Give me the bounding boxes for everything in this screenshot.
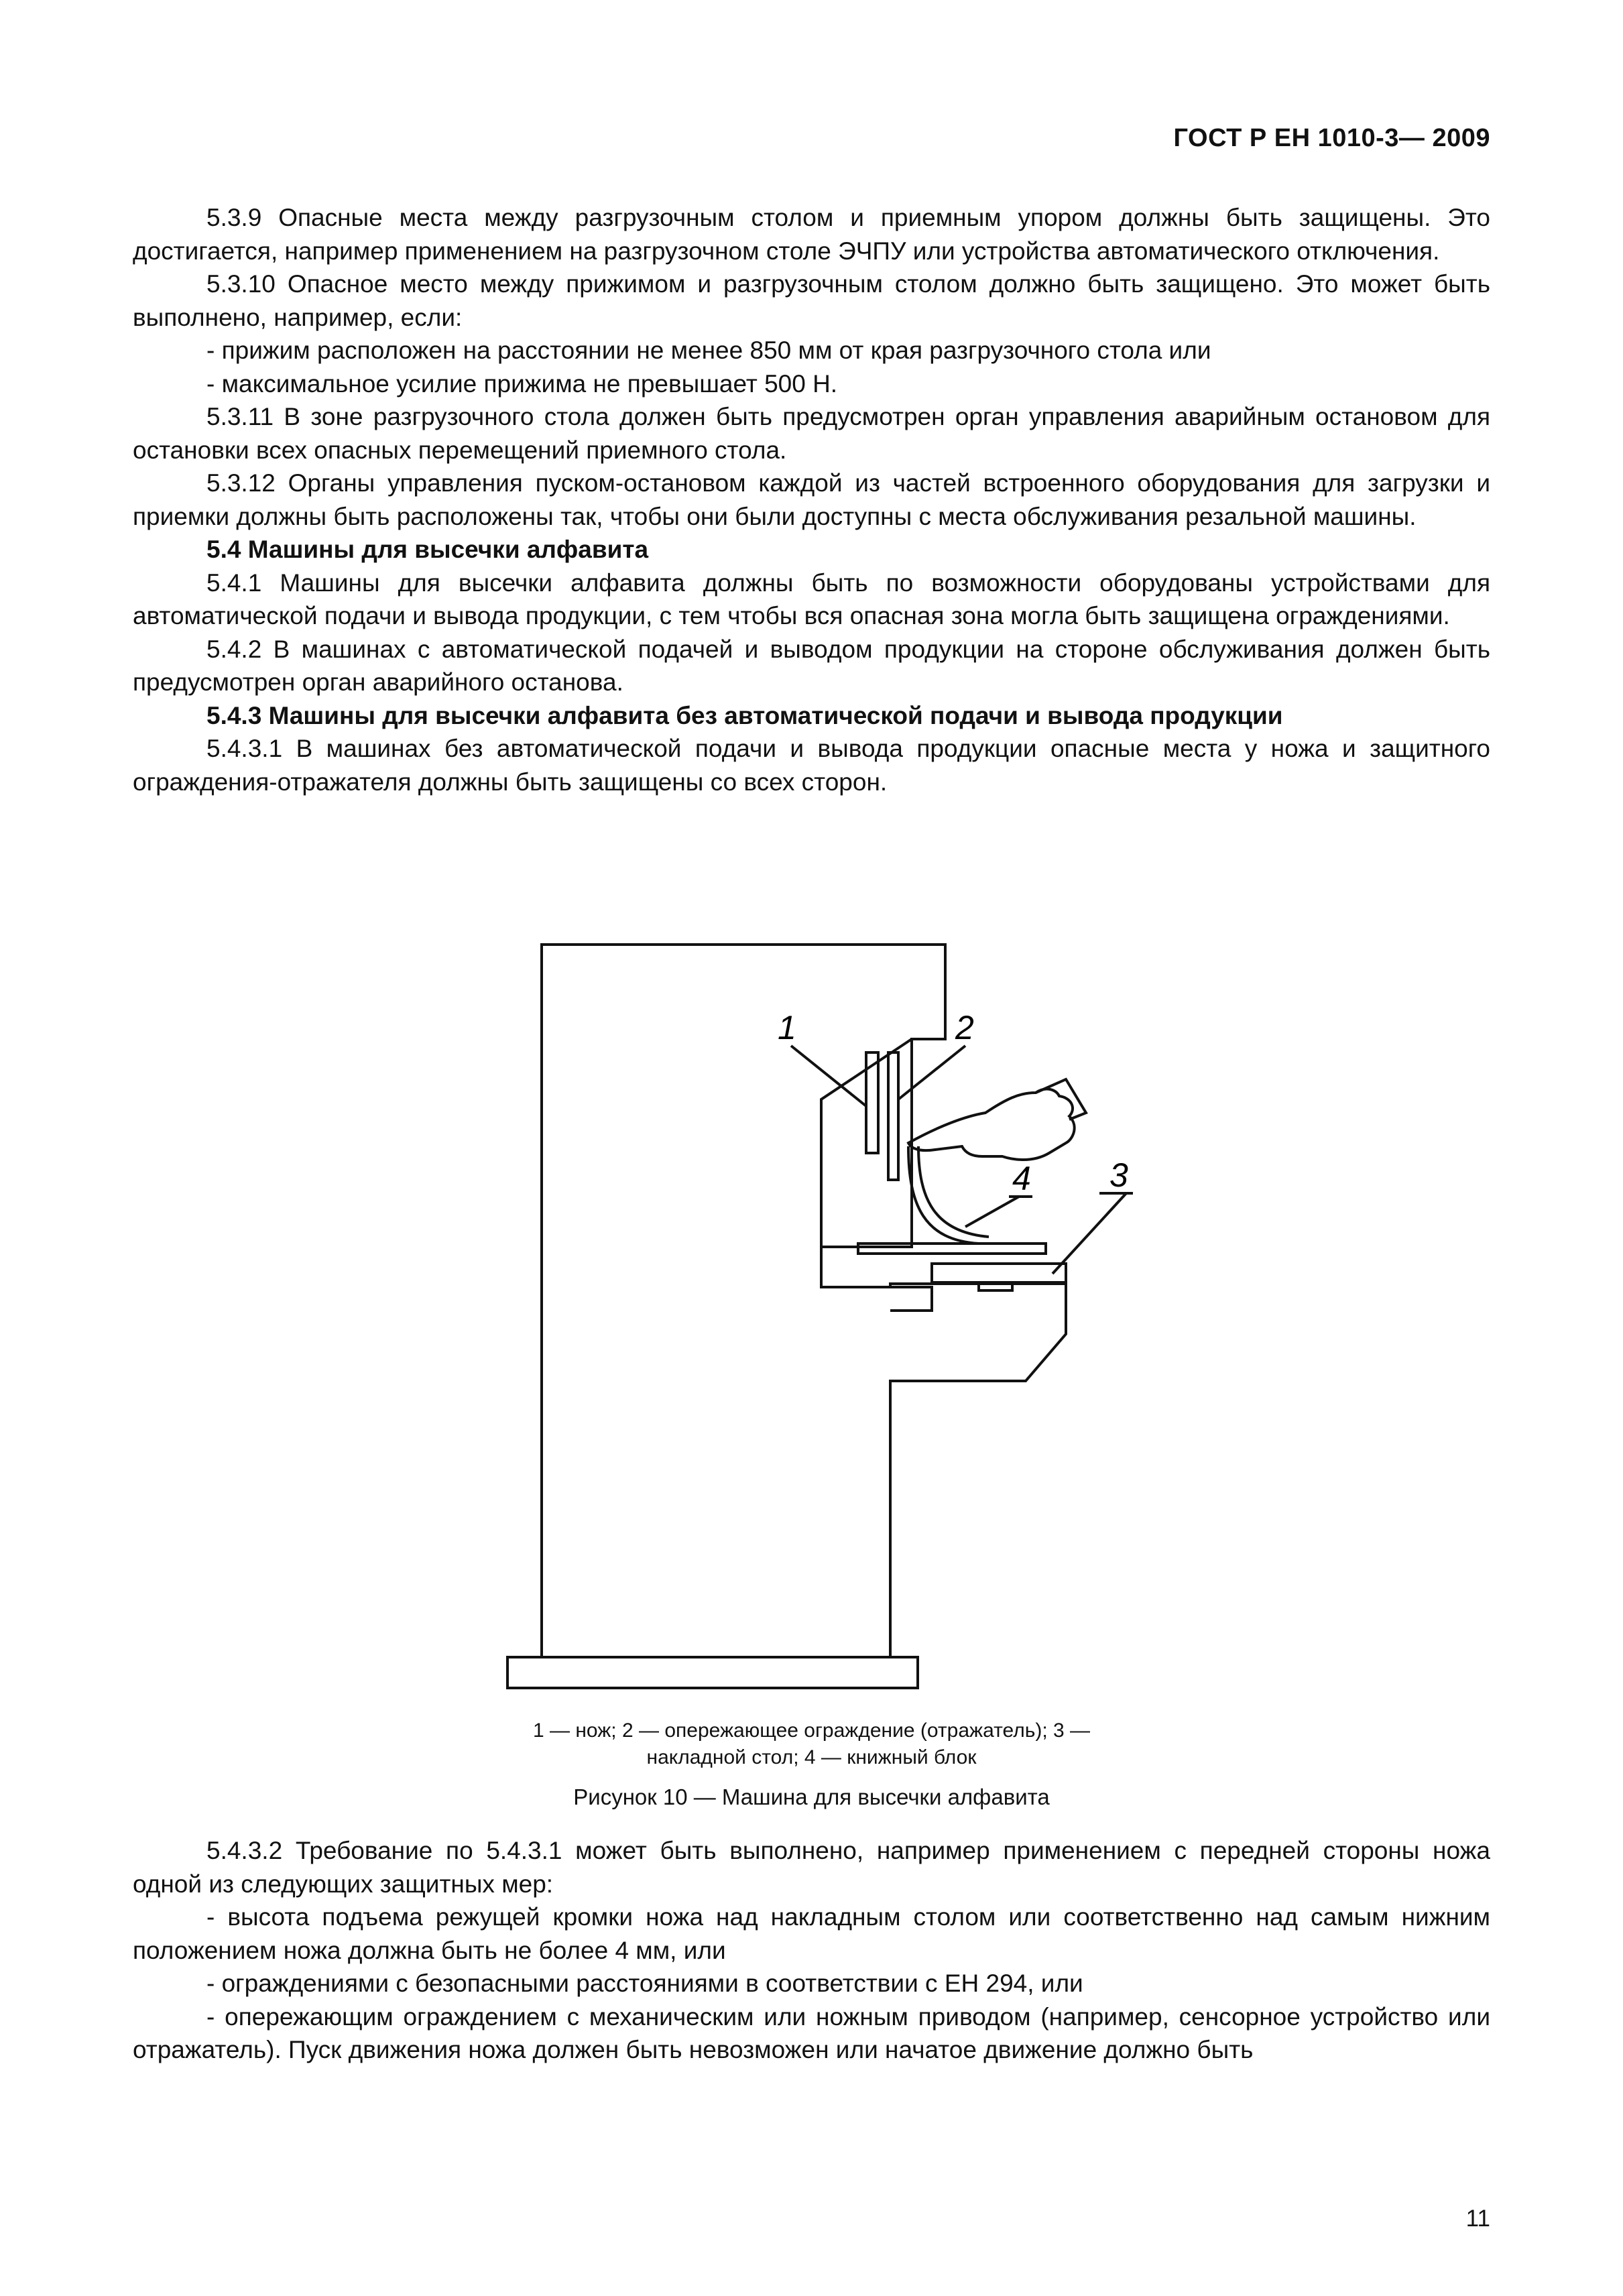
paragraph: 5.3.12 Органы управления пуском-остановом каждой из частей встроенного оборудования для загрузки и приемки должны быть расположены так, чтобы они были доступны с места обслуживания резальной машины. xyxy=(133,469,1490,530)
paragraph: 5.4.2 В машинах с автоматической подачей и выводом продукции на стороне обслуживания должен быть предусмотрен орган аварийного останова. xyxy=(133,635,1490,696)
subsection-heading: 5.4.3 Машины для высечки алфавита без автоматической подачи и вывода продукции xyxy=(206,701,1283,729)
paragraph: - ограждениями с безопасными расстояниями в соответствии с ЕН 294, или xyxy=(206,1970,1083,1997)
body-text-top xyxy=(133,201,1490,798)
paragraph: 5.3.10 Опасное место между прижимом и разгрузочным столом должно быть защищено. Это может быть выполнено, например, если: xyxy=(133,270,1490,331)
leader-line-2 xyxy=(898,1046,965,1099)
machine-frame xyxy=(542,945,1066,1657)
paragraph: 5.4.1 Машины для высечки алфавита должны быть по возможности оборудованы устройствами для автоматической подачи и вывода продукции, с тем чтобы вся опасная зона могла быть защищена ограждениями. xyxy=(133,568,1490,629)
paragraph: - прижим расположен на расстоянии не менее 850 мм от края разгрузочного стола или xyxy=(206,337,1211,364)
guard-reflector xyxy=(888,1052,898,1180)
paragraph: 5.3.11 В зоне разгрузочного стола должен быть предусмотрен орган управления аварийным остановом для остановки всех опасных перемещений приемного стола. xyxy=(133,403,1490,464)
paragraph: 5.4.3.2 Требование по 5.4.3.1 может быть выполнено, например применением с передней стороны ножа одной из следующих защитных мер: xyxy=(133,1837,1490,1898)
page-number: 11 xyxy=(1465,2206,1490,2232)
machine-drawing xyxy=(0,925,1623,1797)
paragraph: - опережающим ограждением с механическим или ножным приводом (например, сенсорное устройство или отражатель). Пуск движения ножа должен быть невозможен или начатое движение должно быть xyxy=(133,2002,1490,2063)
document-header: ГОСТ Р ЕН 1010-3— 2009 xyxy=(1173,124,1490,152)
leader-line-4 xyxy=(965,1197,1019,1227)
paragraph: - высота подъема режущей кромки ножа над накладным столом или соответственно над самым нижним положением ножа должна быть не более 4 мм, или xyxy=(133,1903,1490,1964)
legend-line: накладной стол; 4 — книжный блок xyxy=(646,1746,977,1768)
body-text-bottom xyxy=(133,1834,1490,2067)
paragraph: 5.4.3.1 В машинах без автоматической подачи и вывода продукции опасные места у ножа и защитного ограждения-отражателя должны быть защищены со всех сторон. xyxy=(133,735,1490,796)
figure-legend xyxy=(0,1717,1623,1771)
figure-title: Рисунок 10 — Машина для высечки алфавита xyxy=(573,1785,1050,1809)
book-block-plate xyxy=(858,1244,1046,1254)
paragraph: - максимальное усилие прижима не превышает 500 Н. xyxy=(206,369,838,398)
section-heading: 5.4 Машины для высечки алфавита xyxy=(206,536,649,563)
table-post xyxy=(979,1282,1012,1290)
label-3: 3 xyxy=(1109,1156,1128,1194)
paragraph: 5.3.9 Опасные места между разгрузочным столом и приемным упором должны быть защищены. Это достигается, например применением на разгрузочном столе ЭЧПУ или устройства автоматического отключения. xyxy=(133,204,1490,265)
legend-line: 1 — нож; 2 — опережающее ограждение (отражатель); 3 — xyxy=(532,1719,1091,1742)
figure-machine-drawing xyxy=(0,925,1623,1797)
label-4: 4 xyxy=(1012,1160,1031,1197)
hand-outline xyxy=(908,1089,1075,1160)
base-plate xyxy=(507,1657,918,1688)
overlay-table xyxy=(932,1264,1066,1282)
label-2: 2 xyxy=(955,1009,974,1046)
hand-cuff xyxy=(1036,1079,1086,1120)
support-block xyxy=(890,1287,932,1311)
leader-line-3 xyxy=(1053,1193,1126,1274)
label-1: 1 xyxy=(778,1009,796,1046)
